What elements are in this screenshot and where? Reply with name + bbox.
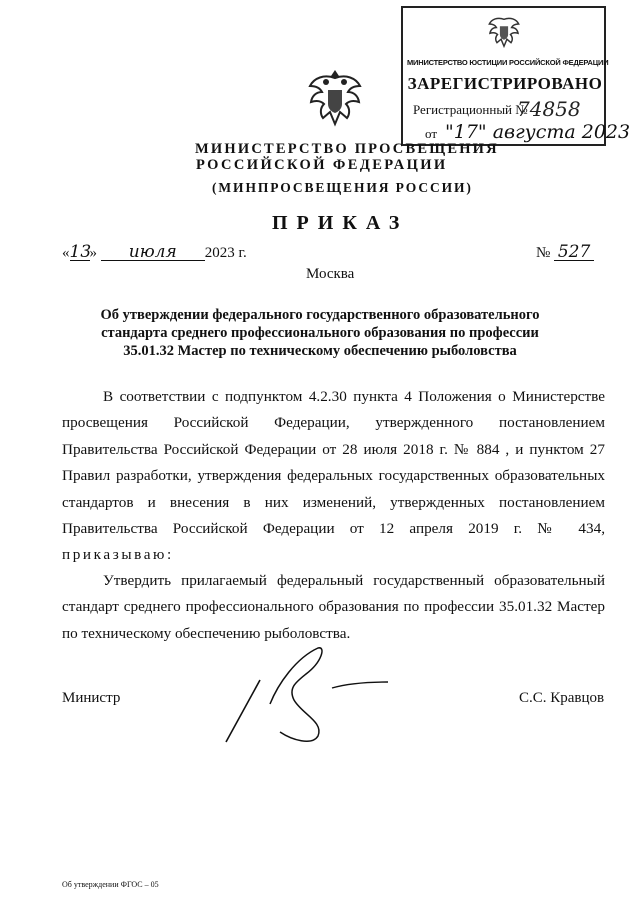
document-type: ПРИКАЗ: [272, 212, 409, 234]
order-number: [536, 244, 594, 262]
stamp-coat-of-arms-icon: [487, 12, 521, 50]
footer-note: Об утверждении ФГОС – 05: [62, 880, 159, 889]
order-month: июля: [101, 244, 205, 261]
body-paragraph-1: [62, 384, 605, 569]
order-word: приказываю:: [62, 546, 174, 564]
stamp-regno-value: 74858: [517, 97, 581, 121]
stamp-registered: ЗАРЕГИСТРИРОВАНО: [407, 74, 603, 93]
order-city: Москва: [306, 266, 355, 282]
ministry-name-line1: МИНИСТЕРСТВО ПРОСВЕЩЕНИЯ: [195, 141, 499, 157]
quote-close: »: [89, 245, 97, 261]
handwritten-signature: [222, 636, 392, 748]
ministry-short-name: (МИНПРОСВЕЩЕНИЯ РОССИИ): [212, 180, 473, 195]
signatory-title: Министр: [62, 690, 121, 706]
order-year: 2023 г.: [204, 245, 247, 261]
order-subject: Об утверждении федерального государственного образовательного стандарта среднего профессионального образования по профессии 35.01.32 Мастер по техническому обеспечению рыболовства: [100, 307, 540, 359]
coat-of-arms-icon: [306, 66, 364, 130]
order-number-label: №: [536, 245, 551, 261]
body-paragraph-2: Утвердить прилагаемый федеральный государственный образовательный стандарт среднего профессионального образования по профессии 35.01.32 Мастер по техническому обеспечению рыболовства.: [62, 572, 605, 642]
quote-open: «: [62, 245, 70, 261]
stamp-from-label: от: [425, 126, 438, 141]
order-date: [62, 244, 247, 262]
stamp-from-value: "17" августа 2023: [445, 121, 631, 143]
ministry-name-line2: РОССИЙСКОЙ ФЕДЕРАЦИИ: [196, 157, 448, 173]
stamp-regno-label: Регистрационный №: [413, 102, 528, 117]
signatory-name: С.С. Кравцов: [519, 690, 605, 706]
stamp-ministry: МИНИСТЕРСТВО ЮСТИЦИИ РОССИЙСКОЙ ФЕДЕРАЦИИ: [407, 58, 609, 67]
registration-stamp: [401, 6, 631, 146]
body-paragraph-1-text: В соответствии с подпунктом 4.2.30 пункта 4 Положения о Министерстве просвещения Российской Федерации, утвержденного постановлением Правительства Российской Федерации от 28 июля 2018 г. № 884 , и пунктом 27 Правил разработки, утверждения федеральных государственных образовательных стандартов и внесения в них изменений, утвержденных постановлением Правительства Российской Федерации от 12 апреля 2019 г. № 434,: [62, 388, 605, 538]
order-day: 13: [69, 242, 92, 262]
order-number-value: 527: [554, 244, 594, 261]
